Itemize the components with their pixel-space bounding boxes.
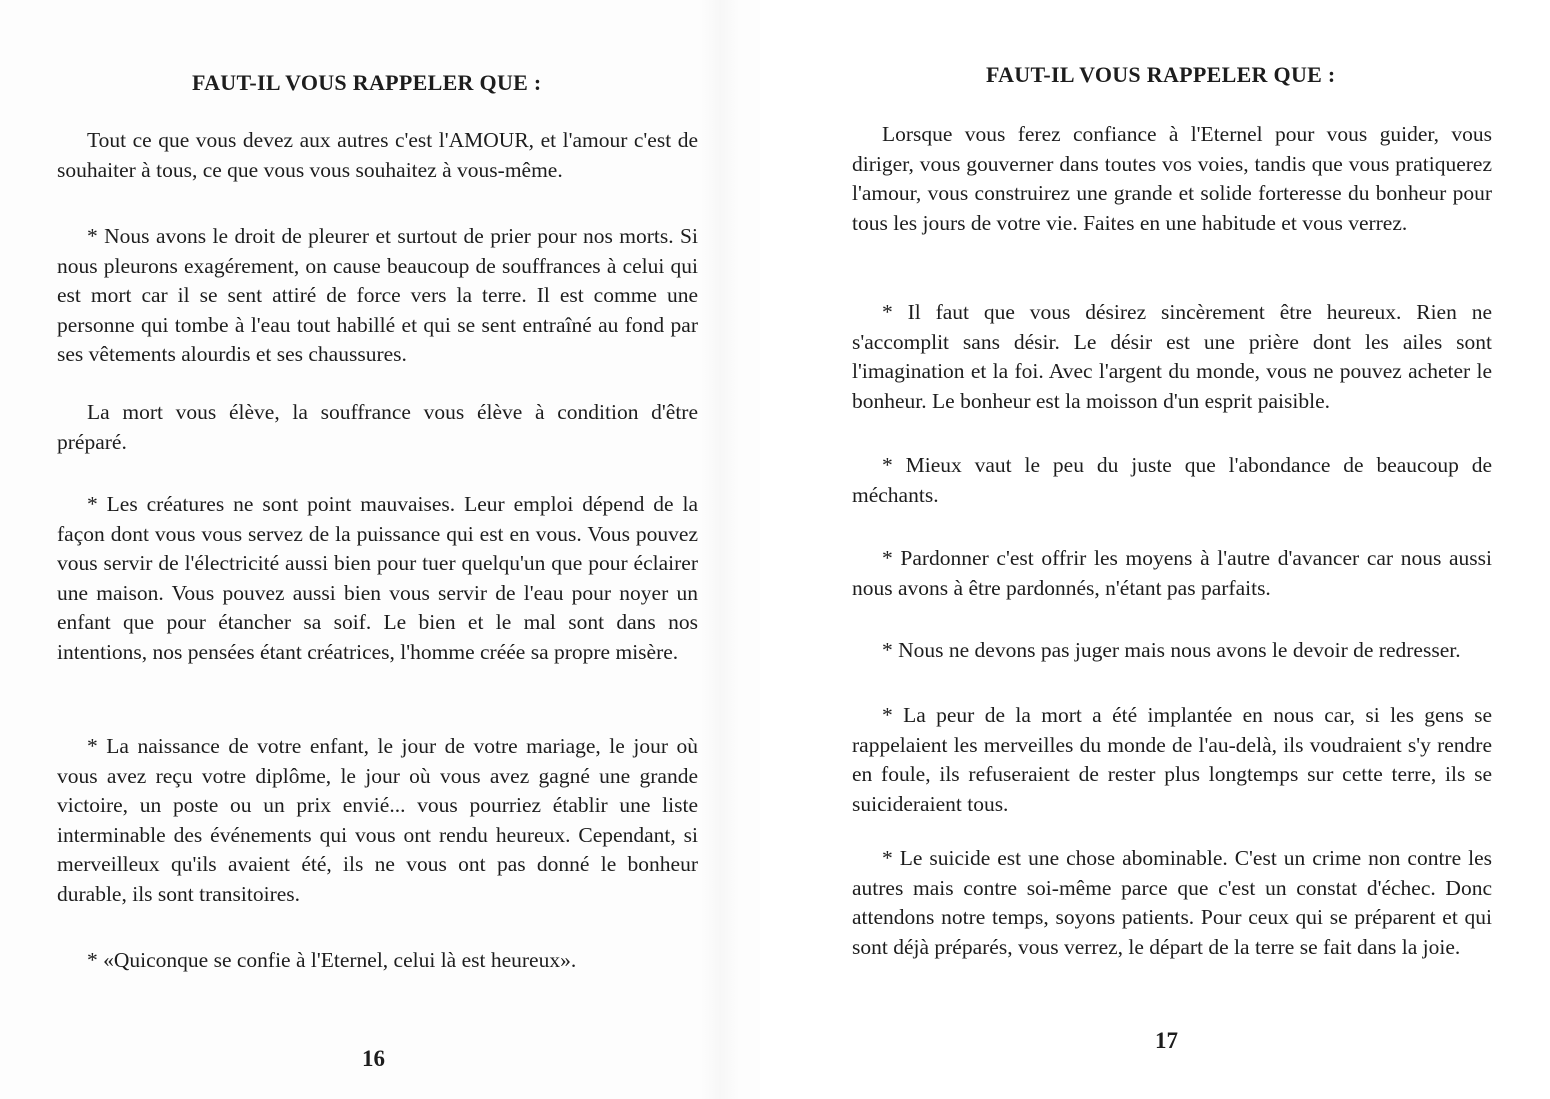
paragraph: * La naissance de votre enfant, le jour de votre mariage, le jour où vous avez reçu votre diplôme, le jour où vous avez gagné une grande victoire, un poste ou un prix envié... vous pourriez établir une liste interminable des événements qui vous ont rendu heureux. Cependant, si merveilleux qu'ils avaient été, ils ne vous ont pas donné le bonheur durable, ils sont transitoires. [57,734,698,906]
page-title: FAUT-IL VOUS RAPPELER QUE : [986,62,1336,87]
paragraph: * Nous ne devons pas juger mais nous avons le devoir de redresser. [882,638,1461,662]
paragraph: * Les créatures ne sont point mauvaises. Leur emploi dépend de la façon dont vous vous servez de la puissance qui est en vous. Vous pouvez vous servir de l'électricité aussi bien pour tuer quelqu'un que pour éclairer une maison. Vous pouvez aussi bien vous servir de l'eau pour noyer un enfant que pour étancher sa soif. Le bien et le mal sont dans nos intentions, nos pensées étant créatrices, l'homme créée sa propre misère. [57,492,698,664]
right-page [760,0,1550,1099]
paragraph: Lorsque vous ferez confiance à l'Eternel pour vous guider, vous diriger, vous gouverner dans toutes vos voies, tandis que vous pratiquerez l'amour, vous construirez une grande et solide forteresse du bonheur pour tous les jours de votre vie. Faites en une habitude et vous verrez. [852,122,1492,235]
paragraph: * Nous avons le droit de pleurer et surtout de prier pour nos morts. Si nous pleurons exagérement, on cause beaucoup de souffrances à celui qui est mort car il se sent attiré de force vers la terre. Il est comme une personne qui tombe à l'eau tout habillé et qui se sent entraîné au fond par ses vêtements alourdis et ses chaussures. [57,224,698,366]
left-page [0,0,760,1099]
page-number: 16 [362,1046,385,1071]
paragraph: * «Quiconque se confie à l'Eternel, celui là est heureux». [87,948,577,972]
paragraph: * Pardonner c'est offrir les moyens à l'autre d'avancer car nous aussi nous avons à être pardonnés, n'étant pas parfaits. [852,546,1492,600]
paragraph: * Mieux vaut le peu du juste que l'abondance de beaucoup de méchants. [852,453,1492,507]
paragraph: * La peur de la mort a été implantée en nous car, si les gens se rappelaient les merveilles du monde de l'au-delà, ils voudraient s'y rendre en foule, ils refuseraient de rester plus longtemps sur cette terre, ils se suicideraient tous. [852,703,1492,816]
page-number: 17 [1155,1028,1178,1053]
book-gutter [700,0,740,1099]
page-title: FAUT-IL VOUS RAPPELER QUE : [192,70,542,95]
paragraph: La mort vous élève, la souffrance vous élève à condition d'être préparé. [57,400,698,454]
paragraph: Tout ce que vous devez aux autres c'est l'AMOUR, et l'amour c'est de souhaiter à tous, ce que vous vous souhaitez à vous-même. [57,128,698,182]
paragraph: * Le suicide est une chose abominable. C'est un crime non contre les autres mais contre soi-même parce que c'est un constat d'échec. Donc attendons notre temps, soyons patients. Pour ceux qui se préparent et qui sont déjà préparés, vous verrez, le départ de la terre se fait dans la joie. [852,846,1492,959]
paragraph: * Il faut que vous désirez sincèrement être heureux. Rien ne s'accomplit sans désir. Le désir est une prière dont les ailes sont l'imagination et la foi. Avec l'argent du monde, vous ne pouvez acheter le bonheur. Le bonheur est la moisson d'un esprit paisible. [852,300,1492,413]
